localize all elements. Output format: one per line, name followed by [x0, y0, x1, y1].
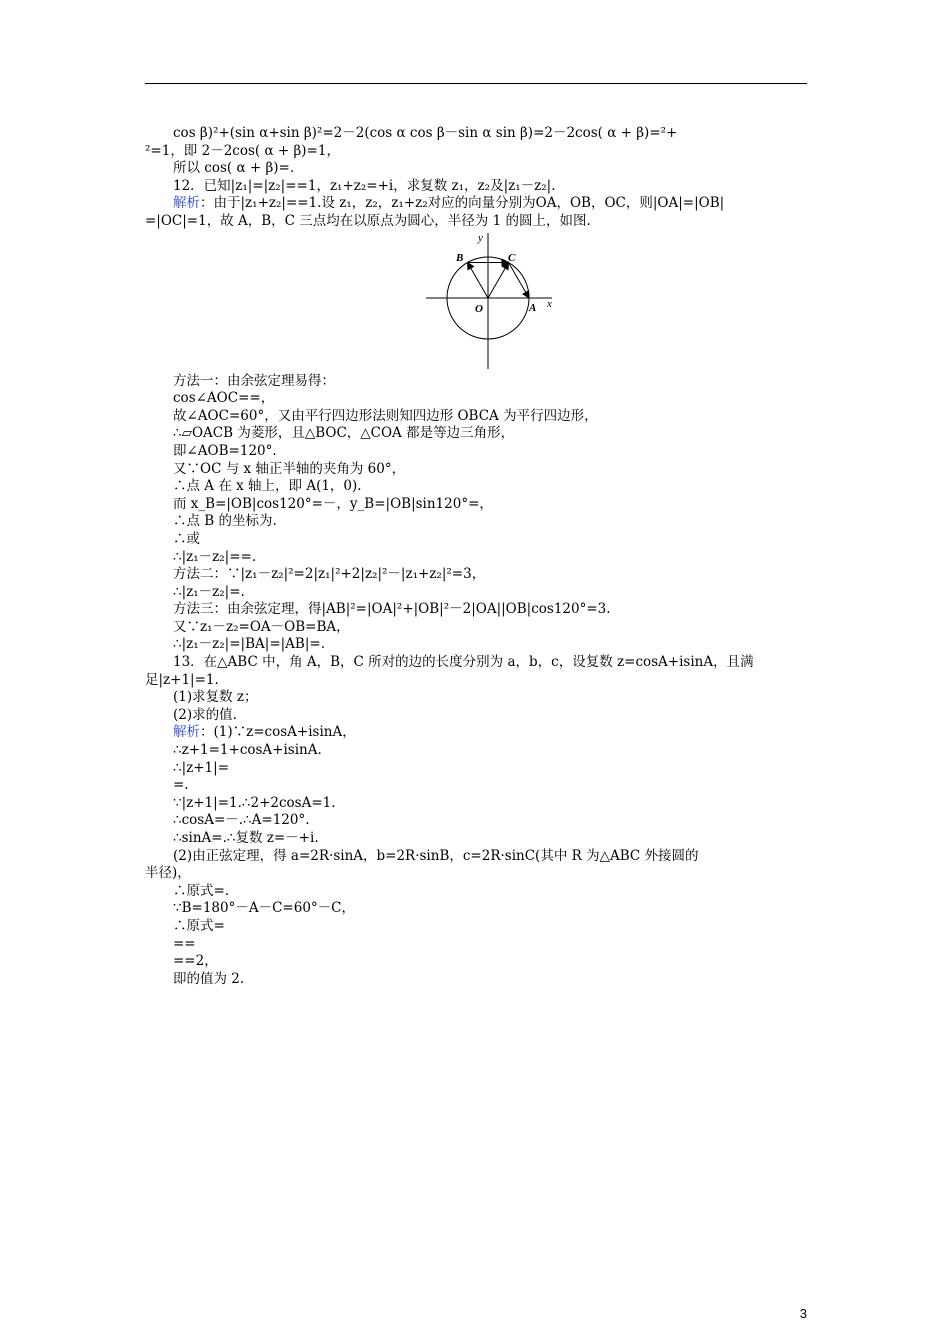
line-text: =. — [173, 777, 189, 794]
line-text: ：(1)∵z=cosA+isinA， — [200, 724, 356, 741]
text-line — [145, 883, 807, 901]
text-line — [145, 478, 807, 496]
line-text: ∵|z+1|=1.∴2+2cosA=1. — [173, 794, 336, 811]
text-line — [145, 795, 807, 813]
line-text: 13．在△ABC 中，角 A，B，C 所对的边的长度分别为 a，b，c，设复数 z=cosA+isinA，且满 — [173, 654, 754, 671]
text-line — [145, 760, 807, 778]
text-line — [145, 443, 807, 461]
text-line — [145, 636, 807, 654]
line-text: 即∠AOB=120°. — [173, 442, 277, 459]
line-text: ∴cosA=－.∴A=120°. — [173, 812, 310, 829]
line-text: ∴或 — [173, 530, 200, 547]
line-text: ∴▱OACB 为菱形，且△BOC，△COA 都是等边三角形， — [173, 425, 515, 442]
text-line — [145, 953, 807, 971]
line-text: 半径)， — [145, 865, 191, 882]
text-line — [145, 865, 807, 883]
label-c: C — [508, 251, 516, 264]
text-line — [145, 601, 807, 619]
line-text: 方法一：由余弦定理易得： — [173, 372, 335, 389]
text-line — [145, 584, 807, 602]
text-line — [145, 531, 807, 549]
unit-circle-figure — [145, 231, 807, 373]
vector-ob — [468, 262, 489, 298]
line-text: 足|z+1|=1. — [145, 671, 219, 688]
unit-circle-diagram — [426, 233, 558, 369]
solution-label: 解析 — [173, 195, 200, 212]
line-text: (2)由正弦定理，得 a=2R·sinA，b=2R·sinB，c=2R·sinC(其中 R 为△ABC 外接圆的 — [173, 847, 699, 864]
vector-oc — [488, 262, 509, 298]
text-line — [145, 425, 807, 443]
text-line — [145, 724, 807, 742]
line-text: ∴sinA=.∴复数 z=－+i. — [173, 830, 319, 846]
text-block-after-figure — [145, 373, 807, 989]
text-line — [145, 566, 807, 584]
line-text: ∴|z₁－z₂|=|BA|=|AB|=. — [173, 636, 325, 653]
header-rule — [145, 83, 807, 84]
line-text: 即的值为 2. — [173, 970, 245, 987]
line-text: 所以 cos( α + β)=. — [173, 160, 295, 177]
text-line — [145, 178, 807, 196]
line-text: ∴z+1=1+cosA+isinA. — [173, 742, 322, 759]
text-line — [145, 777, 807, 795]
line-text: =|OC|=1，故 A，B，C 三点均在以原点为圆心，半径为 1 的圆上，如图. — [145, 212, 591, 229]
label-a: A — [529, 301, 537, 314]
text-line — [145, 900, 807, 918]
text-line — [145, 373, 807, 391]
label-o: O — [475, 302, 483, 315]
line-text: ：由于|z₁+z₂|==1.设 z₁，z₂，z₁+z₂对应的向量分别为OA，OB，OC，则|OA|=|OB| — [200, 195, 725, 212]
line-text: cos β)²+(sin α+sin β)²=2－2(cos α cos β－sin α sin β)=2－2cos( α + β)=²+ — [173, 125, 678, 141]
document-body — [145, 125, 807, 988]
line-text: ²=1，即 2－2cos( α + β)=1， — [145, 142, 340, 159]
line-text: 故∠AOC=60°，又由平行四边形法则知四边形 OBCA 为平行四边形， — [173, 407, 598, 424]
text-line — [145, 408, 807, 426]
text-line — [145, 513, 807, 531]
text-line — [145, 848, 807, 866]
line-text: 而 x_B=|OB|cos120°=－，y_B=|OB|sin120°=， — [173, 495, 493, 512]
text-line — [145, 461, 807, 479]
line-text: 又∵OC 与 x 轴正半轴的夹角为 60°， — [173, 460, 406, 477]
text-block-before-figure — [145, 125, 807, 231]
segment-ca — [509, 262, 530, 298]
text-line — [145, 143, 807, 161]
line-text: ==2， — [173, 953, 218, 970]
line-text: 方法二：∵|z₁－z₂|²=2|z₁|²+2|z₂|²－|z₁+z₂|²=3， — [173, 566, 486, 583]
line-text: 12．已知|z₁|=|z₂|==1，z₁+z₂=+i，求复数 z₁，z₂及|z₁－z₂|. — [173, 177, 556, 194]
text-line — [145, 936, 807, 954]
text-line — [145, 812, 807, 830]
label-y: y — [478, 232, 483, 244]
line-text: 方法三：由余弦定理，得|AB|²=|OA|²+|OB|²－2|OA||OB|cos120°=3. — [173, 601, 611, 618]
line-text: ∴|z+1|= — [173, 759, 230, 776]
line-text: ∴|z₁－z₂|==. — [173, 548, 257, 565]
line-text: ∵B=180°－A－C=60°－C， — [173, 900, 355, 917]
line-text: 又∵z₁－z₂=OA－OB=BA， — [173, 618, 350, 635]
text-line — [145, 125, 807, 143]
page-number: 3 — [799, 1306, 807, 1321]
text-line — [145, 496, 807, 514]
line-text: (2)求的值. — [173, 706, 237, 723]
text-line — [145, 160, 807, 178]
line-text: ∴原式= — [173, 917, 225, 934]
line-text: ∴点 A 在 x 轴上，即 A(1，0). — [173, 478, 362, 495]
solution-label: 解析 — [173, 724, 200, 741]
text-line — [145, 390, 807, 408]
text-line — [145, 195, 807, 213]
line-text: cos∠AOC==， — [173, 390, 275, 407]
line-text: == — [173, 935, 196, 952]
line-text: ∴原式=. — [173, 882, 230, 899]
line-text: (1)求复数 z； — [173, 689, 258, 706]
text-line — [145, 742, 807, 760]
text-line — [145, 549, 807, 567]
text-line — [145, 619, 807, 637]
text-line — [145, 654, 807, 672]
text-line — [145, 213, 807, 231]
text-line — [145, 672, 807, 690]
label-x: x — [547, 297, 552, 310]
line-text: ∴|z₁－z₂|=. — [173, 583, 245, 600]
text-line — [145, 971, 807, 989]
label-b: B — [456, 251, 464, 264]
text-line — [145, 918, 807, 936]
line-text: ∴点 B 的坐标为. — [173, 513, 277, 530]
text-line — [145, 830, 807, 848]
text-line — [145, 689, 807, 707]
text-line — [145, 707, 807, 725]
